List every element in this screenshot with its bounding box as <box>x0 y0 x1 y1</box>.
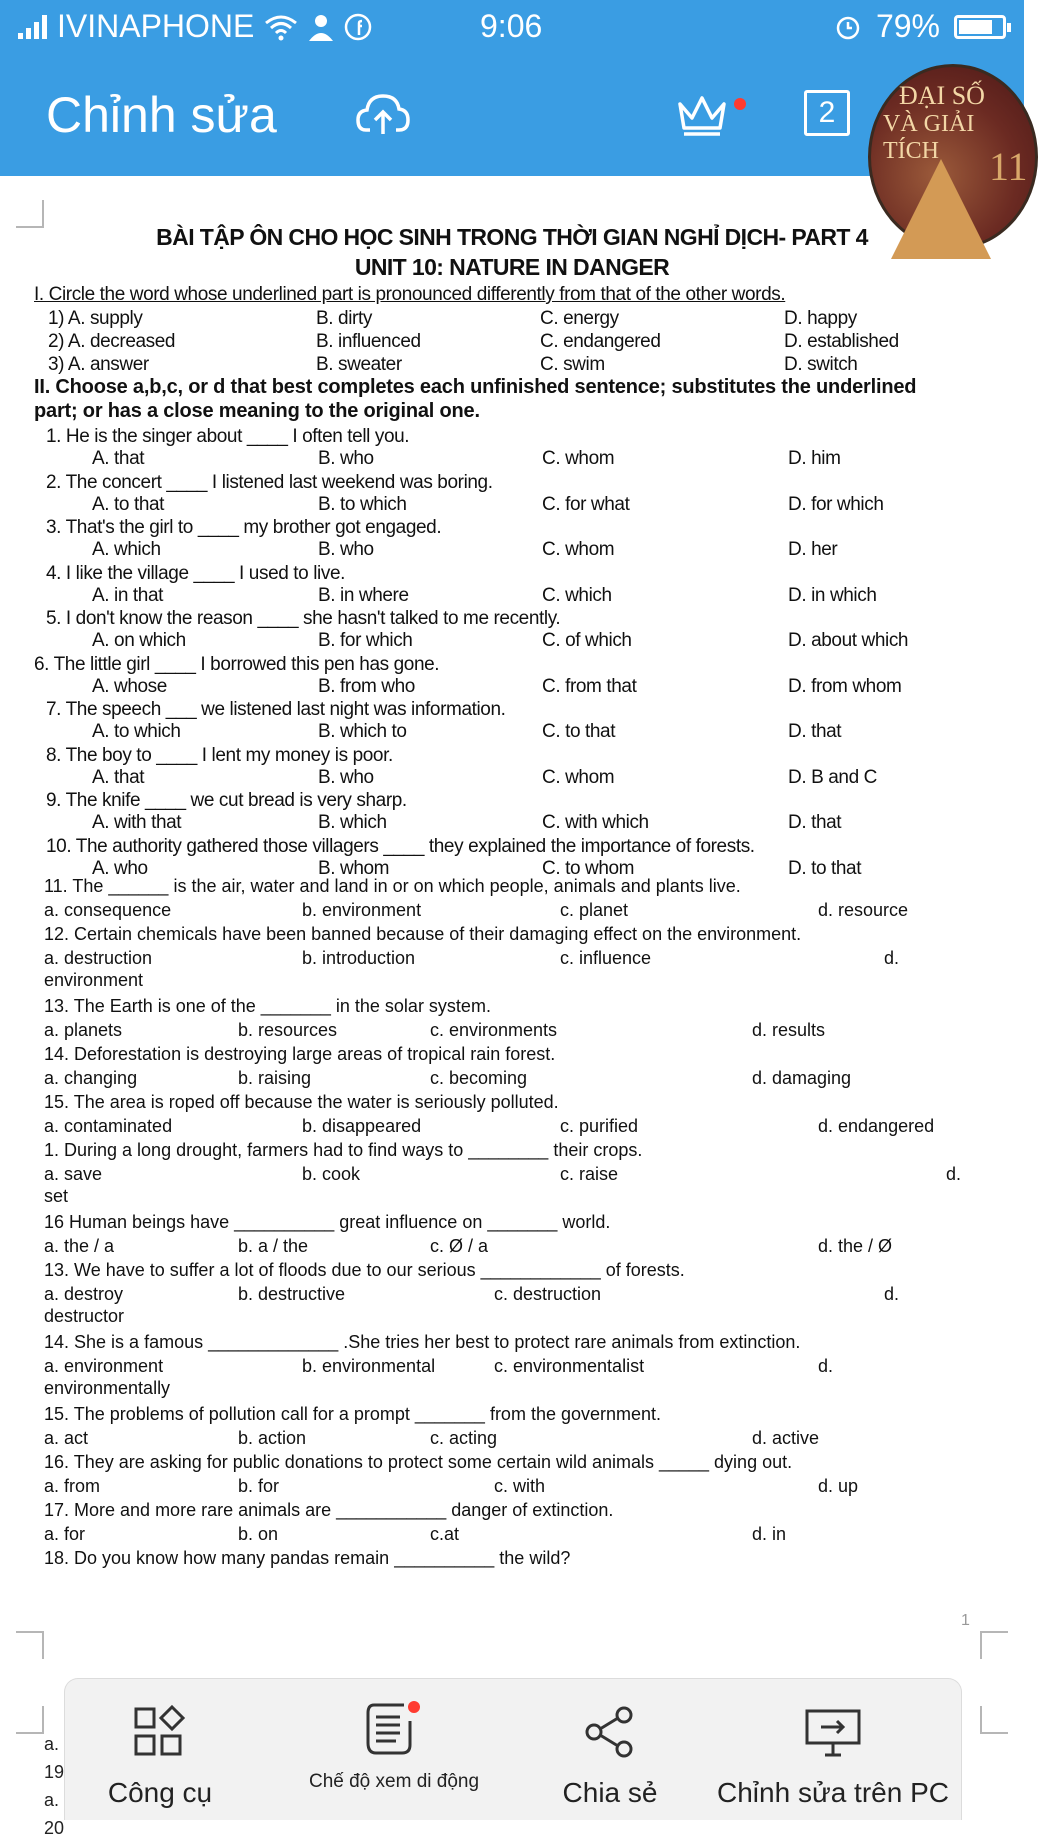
answer-option: D. about which <box>788 630 909 651</box>
answer-option: d. damaging <box>752 1068 852 1088</box>
answer-option: C. whom <box>542 448 615 469</box>
answer-option: B. who <box>318 766 374 788</box>
question-stem: 7. The speech ___ we listened last night was information. <box>46 699 506 720</box>
carrier-name: IVINAPHONE <box>57 8 255 44</box>
answer-option: A. whose <box>92 675 167 697</box>
answer-option: D. from whom <box>788 675 902 697</box>
answer-option: b. environment <box>302 900 422 920</box>
section-2-heading-line1: II. Choose a,b,c, or d that best completes each unfinished sentence; substitutes the underlined <box>34 376 917 398</box>
answer-option: C. with which <box>542 812 649 833</box>
battery-icon <box>954 15 1006 39</box>
answer-option: b. action <box>238 1428 307 1448</box>
question-stem: 4. I like the village ____ I used to live. <box>46 562 346 584</box>
question-stem: 5. I don't know the reason ____ she hasn't talked to me recently. <box>46 608 561 629</box>
answer-option-wrap: environmentally <box>44 1378 171 1398</box>
facebook-icon <box>344 13 372 41</box>
question-stem: 1. During a long drought, farmers had to find ways to ________ their crops. <box>44 1140 643 1160</box>
answer-option: a. destroy <box>44 1284 124 1304</box>
answer-option: d. resource <box>818 900 909 920</box>
answer-option: B. whom <box>318 857 390 879</box>
answer-option: B. which to <box>318 721 407 742</box>
crown-icon[interactable] <box>676 92 728 138</box>
doc-unit-title: UNIT 10: NATURE IN DANGER <box>354 254 670 280</box>
edit-on-pc-button[interactable] <box>713 1705 953 1809</box>
answer-option: b. disappeared <box>302 1116 422 1136</box>
answer-option: D. in which <box>788 584 877 606</box>
answer-option: A. to which <box>92 721 181 742</box>
page-corner-mark <box>16 1706 44 1734</box>
mobile-view-button[interactable] <box>289 1699 499 1793</box>
answer-option: b. raising <box>238 1068 312 1088</box>
question-stem: 9. The knife ____ we cut bread is very sharp. <box>46 790 407 811</box>
monitor-icon <box>803 1705 863 1759</box>
question-stem: 14. Deforestation is destroying large areas of tropical rain forest. <box>44 1044 556 1064</box>
answer-option: D. that <box>788 721 842 742</box>
answer-option: a. consequence <box>44 900 172 920</box>
question-stem: 18. Do you know how many pandas remain __________ the wild? <box>44 1548 571 1568</box>
answer-option: D. her <box>788 539 838 560</box>
question-stem: 17. More and more rare animals are ___________ danger of extinction. <box>44 1500 614 1520</box>
thumb-line3: 11 <box>989 144 1028 189</box>
answer-option: D. B and C <box>788 766 877 788</box>
tools-icon <box>132 1705 188 1759</box>
question-stem: 14. She is a famous _____________ .She tries her best to protect rare animals from extinction. <box>44 1332 801 1352</box>
page-corner-mark <box>980 1631 1008 1659</box>
question-stem: 15. The area is roped off because the water is seriously polluted. <box>44 1092 559 1112</box>
answer-option: d. <box>818 1356 834 1376</box>
answer-option: b. introduction <box>302 948 416 968</box>
answer-option: A. that <box>92 448 145 469</box>
answer-option: a. save <box>44 1164 103 1184</box>
question-stem: 15. The problems of pollution call for a prompt _______ from the government. <box>44 1404 662 1424</box>
question-stem: 10. The authority gathered those villagers ____ they explained the importance of forests. <box>46 835 755 857</box>
pronunciation-option: D. established <box>784 331 899 352</box>
page-number: 1 <box>961 1612 970 1629</box>
answer-option: A. that <box>92 766 145 788</box>
answer-option: c. destruction <box>494 1284 602 1304</box>
peek-line: a. <box>44 1734 60 1754</box>
answer-option: C. to whom <box>542 857 635 879</box>
thumb-line1: ĐẠI SỐ <box>899 81 985 110</box>
answer-option: C. whom <box>542 539 615 560</box>
answer-option: b. on <box>238 1524 279 1544</box>
pronunciation-option: C. swim <box>540 354 605 375</box>
pronunciation-option: C. energy <box>540 308 619 329</box>
page-count-button[interactable]: 2 <box>804 90 850 136</box>
answer-option: C. of which <box>542 630 632 651</box>
answer-option: A. who <box>92 857 148 879</box>
answer-option: C. to that <box>542 721 616 742</box>
question-stem: 11. The ______ is the air, water and land in or on which people, animals and plants live. <box>44 876 741 896</box>
answer-option: a. contaminated <box>44 1116 173 1136</box>
answer-option: b. cook <box>302 1164 361 1184</box>
answer-option: a. destruction <box>44 948 153 968</box>
answer-option: b. resources <box>238 1020 338 1040</box>
answer-option-wrap: set <box>44 1186 69 1206</box>
share-icon <box>582 1705 638 1759</box>
edit-on-pc-label: Chỉnh sửa trên PC <box>717 1777 949 1808</box>
question-stem: 16 Human beings have __________ great influence on _______ world. <box>44 1212 611 1232</box>
next-page-peek <box>44 1730 64 1842</box>
answer-option: c. becoming <box>430 1068 528 1088</box>
answer-option: d. the / Ø <box>818 1236 893 1256</box>
answer-option: d. up <box>818 1476 859 1496</box>
share-label: Chia sẻ <box>562 1777 658 1808</box>
answer-option: C. whom <box>542 766 615 788</box>
tools-button[interactable] <box>85 1705 235 1809</box>
toolbar-title: Chỉnh sửa <box>46 87 277 143</box>
answer-option: a. environment <box>44 1356 164 1376</box>
cloud-upload-icon[interactable] <box>356 90 410 138</box>
question-stem: 12. Certain chemicals have been banned because of their damaging effect on the environment. <box>44 924 802 944</box>
answer-option: c. Ø / a <box>430 1236 489 1256</box>
answer-option: B. which <box>318 812 387 833</box>
answer-option: d. results <box>752 1020 826 1040</box>
answer-option: c. environmentalist <box>494 1356 645 1376</box>
answer-option: c. planet <box>560 900 629 920</box>
answer-option: A. on which <box>92 630 186 651</box>
answer-option: a. changing <box>44 1068 138 1088</box>
answer-option: C. which <box>542 584 612 606</box>
mobile-view-icon <box>362 1699 426 1759</box>
answer-option-wrap: destructor <box>44 1306 125 1326</box>
status-right <box>834 8 1006 45</box>
question-stem: 16. They are asking for public donations to protect some certain wild animals _____ dying out. <box>44 1452 793 1472</box>
answer-option-wrap: environment <box>44 970 144 990</box>
answer-option: d. endangered <box>818 1116 935 1136</box>
question-stem: 2. The concert ____ I listened last weekend was boring. <box>46 471 493 493</box>
answer-option: A. with that <box>92 812 182 833</box>
answer-option: B. in where <box>318 584 409 606</box>
answer-option: C. for what <box>542 493 630 515</box>
answer-option: a. the / a <box>44 1236 115 1256</box>
answer-option: A. to that <box>92 493 165 515</box>
answer-option: b. environmental <box>302 1356 436 1376</box>
battery-percent: 79% <box>875 8 940 44</box>
page-corner-mark <box>980 1706 1008 1734</box>
answer-option: a. for <box>44 1524 86 1544</box>
answer-option: B. from who <box>318 675 415 697</box>
answer-option: c. raise <box>560 1164 619 1184</box>
wifi-icon <box>264 13 298 41</box>
answer-option: A. in that <box>92 584 163 606</box>
answer-option: c. with <box>494 1476 546 1496</box>
pyramid-image <box>891 159 991 259</box>
answer-option: B. for which <box>318 630 413 651</box>
section-1-heading: I. Circle the word whose underlined part is pronounced differently from that of the other words. <box>34 284 786 305</box>
answer-option: D. him <box>788 448 841 469</box>
section-2-heading-line2: part; or has a close meaning to the original one. <box>34 400 480 422</box>
answer-option: a. planets <box>44 1020 123 1040</box>
question-stem: 8. The boy to ____ I lent my money is poor. <box>46 744 393 766</box>
answer-option: d. in <box>752 1524 787 1544</box>
answer-option: b. for <box>238 1476 280 1496</box>
pronunciation-row-label: 2) A. decreased <box>48 331 176 352</box>
answer-option: C. from that <box>542 675 637 697</box>
answer-option: d. <box>946 1164 962 1184</box>
thumb-line2: VÀ GIẢI TÍCH <box>883 111 975 164</box>
tools-label: Công cụ <box>107 1777 213 1808</box>
bottom-action-bar <box>64 1678 962 1820</box>
status-bar <box>0 0 1024 52</box>
signal-icon <box>18 15 47 39</box>
answer-option: B. to which <box>318 493 407 515</box>
pronunciation-option: D. happy <box>784 308 857 329</box>
alarm-icon <box>834 13 862 41</box>
battery-fill <box>959 20 992 34</box>
answer-option: c. influence <box>560 948 652 968</box>
floating-thumbnail[interactable] <box>868 64 1038 250</box>
doc-title: BÀI TẬP ÔN CHO HỌC SINH TRONG THỜI GIAN NGHỈ DỊCH- PART 4 <box>156 224 868 250</box>
answer-option: D. that <box>788 812 842 833</box>
peek-line: 19 <box>44 1762 65 1782</box>
question-stem: 13. We have to suffer a lot of floods due to our serious ____________ of forests. <box>44 1260 685 1280</box>
answer-option: D. for which <box>788 493 884 515</box>
question-stem: 6. The little girl ____ I borrowed this pen has gone. <box>34 653 440 675</box>
answer-option: d. active <box>752 1428 820 1448</box>
pronunciation-option: C. endangered <box>540 331 661 352</box>
answer-option: b. a / the <box>238 1236 309 1256</box>
answer-option: c.at <box>430 1524 460 1544</box>
answer-option: c. acting <box>430 1428 498 1448</box>
answer-option: c. purified <box>560 1116 639 1136</box>
pronunciation-option: B. dirty <box>316 308 372 329</box>
pronunciation-option: B. influenced <box>316 331 421 352</box>
answer-option: D. to that <box>788 857 862 879</box>
answer-option: B. who <box>318 539 374 560</box>
question-stem: 3. That's the girl to ____ my brother got engaged. <box>46 517 442 538</box>
clock: 9:06 <box>480 8 543 44</box>
question-stem: 1. He is the singer about ____ I often tell you. <box>46 426 410 447</box>
answer-option: d. <box>884 948 900 968</box>
peek-line: 20 <box>44 1818 65 1838</box>
document-page[interactable] <box>0 176 1024 1676</box>
peek-line: a. <box>44 1790 60 1810</box>
answer-option: b. destructive <box>238 1284 346 1304</box>
pronunciation-row-label: 1) A. supply <box>48 308 143 329</box>
answer-option: c. environments <box>430 1020 558 1040</box>
share-button[interactable] <box>525 1705 695 1809</box>
answer-option: a. act <box>44 1428 89 1448</box>
pronunciation-option: D. switch <box>784 354 858 375</box>
answer-option: A. which <box>92 539 161 560</box>
mobile-view-label: Chế độ xem di động <box>308 1771 480 1792</box>
notification-dot <box>734 98 746 110</box>
page-corner-mark <box>16 1631 44 1659</box>
answer-option: d. <box>884 1284 900 1304</box>
pronunciation-row-label: 3) A. answer <box>48 354 149 375</box>
pronunciation-option: B. sweater <box>316 354 402 375</box>
question-stem: 13. The Earth is one of the _______ in the solar system. <box>44 996 491 1016</box>
answer-option: a. from <box>44 1476 101 1496</box>
answer-option: B. who <box>318 448 374 469</box>
person-icon <box>308 13 334 41</box>
status-left <box>18 8 372 45</box>
